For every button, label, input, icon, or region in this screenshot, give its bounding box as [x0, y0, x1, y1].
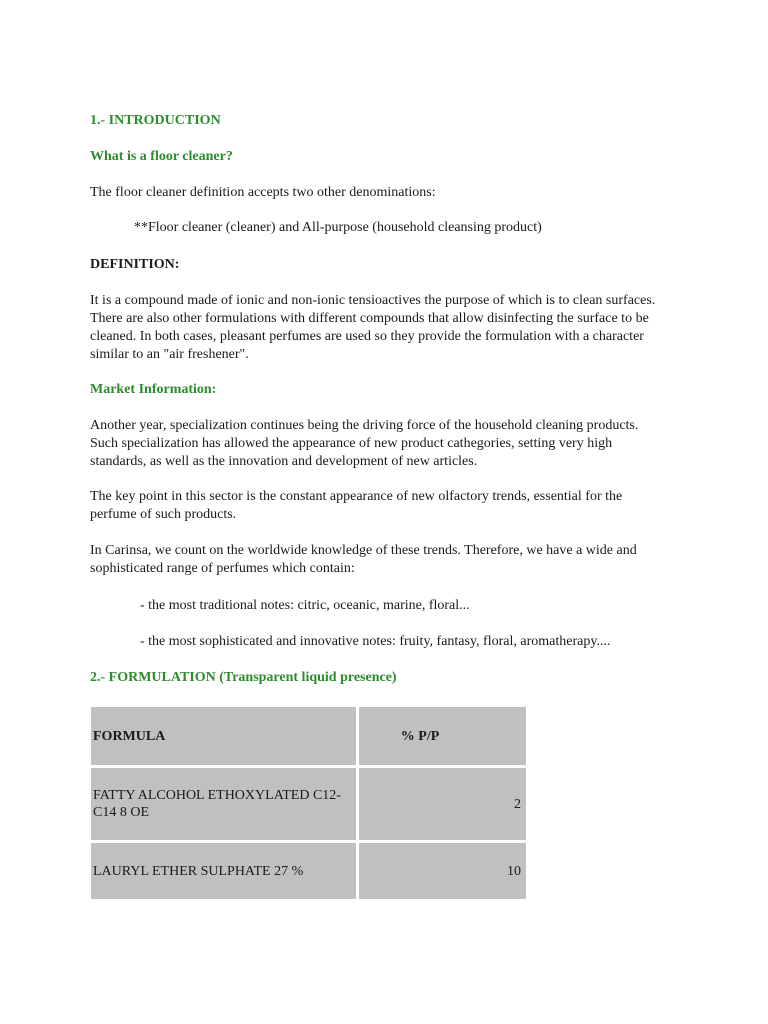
paragraph-market-1: Another year, specialization continues being the driving force of the household cleaning products. Such specialization has allowed the appearance of new product cathegories, setting very high standards, as well as the innovation and development of new articles.	[90, 418, 639, 469]
paragraph-denominations: The floor cleaner definition accepts two other denominations:	[90, 185, 436, 200]
table-header-row	[91, 707, 526, 765]
table-cell-formula: LAURYL ETHER SULPHATE 27 %	[91, 843, 356, 899]
paragraph-definition: It is a compound made of ionic and non-ionic tensioactives the purpose of which is to clean surfaces. There are also other formulations with different compounds that allow disinfecting the surface to be cleaned. In both cases, pleasant perfumes are used so they provide the formulation with a character similar to an "air freshener".	[90, 293, 656, 362]
formula-table	[88, 704, 526, 902]
heading-introduction: 1.- INTRODUCTION	[90, 113, 221, 128]
table-header-formula: FORMULA	[91, 707, 356, 765]
table-cell-percent: 2	[359, 768, 526, 840]
heading-market-information: Market Information:	[90, 382, 217, 397]
paragraph-market-3: In Carinsa, we count on the worldwide knowledge of these trends. Therefore, we have a wide and sophisticated range of perfumes which contain:	[90, 543, 637, 576]
heading-formulation: 2.- FORMULATION (Transparent liquid presence)	[90, 670, 397, 685]
table-cell-formula: FATTY ALCOHOL ETHOXYLATED C12-C14 8 OE	[91, 768, 356, 840]
heading-what-is-floor-cleaner: What is a floor cleaner?	[90, 149, 233, 164]
paragraph-sophisticated-notes: - the most sophisticated and innovative notes: fruity, fantasy, floral, aromatherapy....	[140, 634, 611, 649]
formula-table-wrapper	[88, 704, 526, 902]
table-cell-percent: 10	[359, 843, 526, 899]
paragraph-traditional-notes: - the most traditional notes: citric, oceanic, marine, floral...	[140, 598, 470, 613]
table-row	[91, 843, 526, 899]
heading-definition: DEFINITION:	[90, 257, 180, 272]
paragraph-market-2: The key point in this sector is the constant appearance of new olfactory trends, essential for the perfume of such products.	[90, 489, 623, 522]
table-row	[91, 768, 526, 840]
paragraph-denomination-list: **Floor cleaner (cleaner) and All-purpose (household cleansing product)	[134, 220, 542, 235]
table-header-percent: % P/P	[359, 707, 526, 765]
